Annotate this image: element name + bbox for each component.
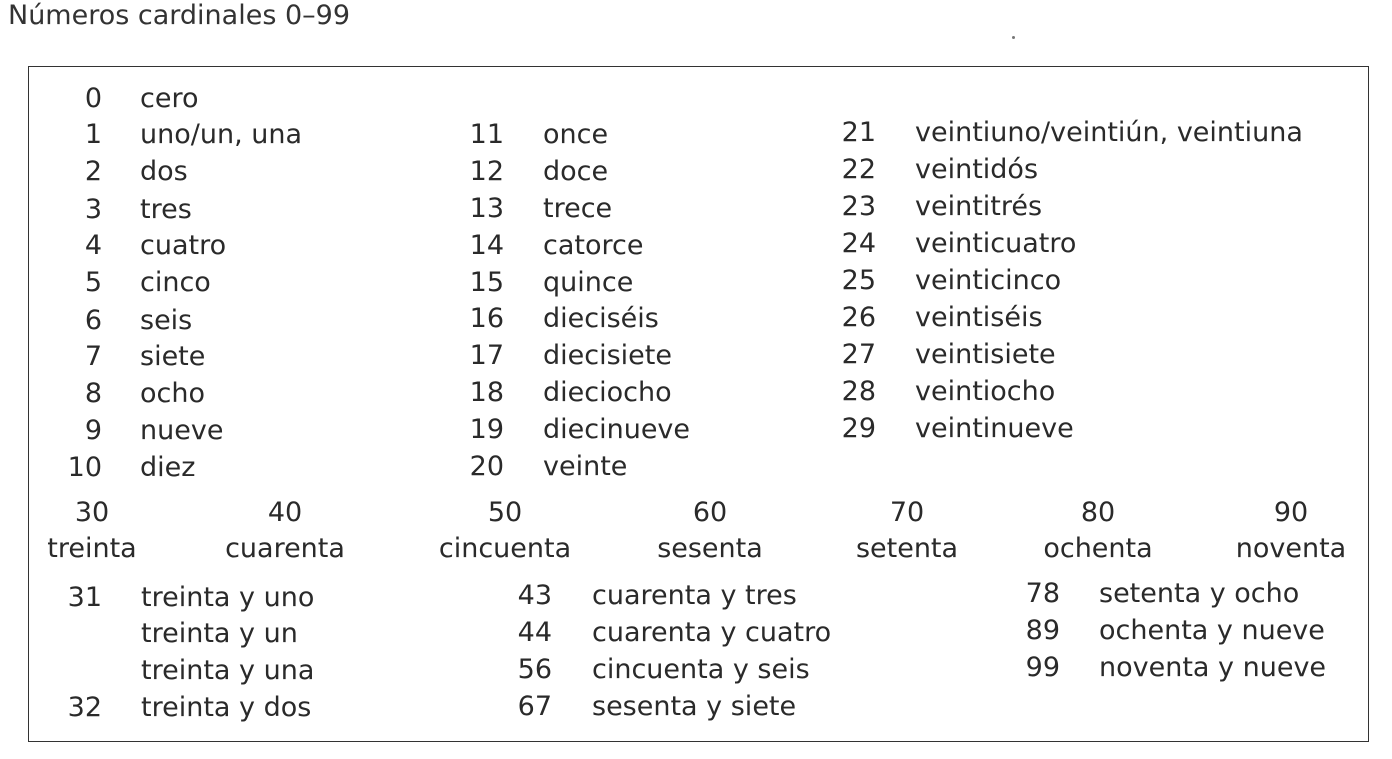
number-word: cero: [140, 83, 199, 114]
example-word: ochenta y nueve: [1099, 615, 1325, 646]
tens-word: treinta: [47, 533, 137, 564]
number-digit: 4: [84, 230, 102, 261]
example-word: setenta y ocho: [1099, 578, 1300, 609]
number-word: diecinueve: [543, 414, 691, 445]
number-digit: 10: [67, 452, 102, 483]
number-digit: 0: [84, 83, 102, 114]
number-digit: 29: [841, 413, 876, 444]
example-word: treinta y dos: [141, 692, 312, 723]
number-digit: 11: [469, 119, 504, 150]
number-word: cuatro: [140, 230, 227, 261]
example-word: sesenta y siete: [592, 691, 797, 722]
number-digit: 8: [84, 378, 102, 409]
example-digit: 67: [517, 691, 552, 722]
number-digit: 15: [469, 267, 504, 298]
tens-digit: 50: [487, 497, 523, 528]
number-digit: 21: [841, 117, 876, 148]
number-word: diecisiete: [543, 340, 672, 371]
number-word: dieciocho: [543, 377, 672, 408]
example-word: cincuenta y seis: [592, 654, 810, 685]
number-digit: 12: [469, 156, 504, 187]
example-word: noventa y nueve: [1099, 652, 1327, 683]
number-word: catorce: [543, 230, 644, 261]
number-digit: 17: [469, 340, 504, 371]
tens-word: cuarenta: [225, 533, 345, 564]
number-digit: 3: [84, 194, 102, 225]
number-digit: 2: [84, 156, 102, 187]
number-word: veintinueve: [915, 413, 1074, 444]
page-title: Números cardinales 0–99: [8, 0, 351, 31]
example-digit: 78: [1025, 578, 1060, 609]
number-word: veintiséis: [915, 302, 1043, 333]
example-word: treinta y uno: [141, 582, 315, 613]
number-digit: 22: [841, 154, 876, 185]
number-word: veintiuno/veintiún, veintiuna: [915, 117, 1303, 148]
tens-word: noventa: [1235, 533, 1347, 564]
number-digit: 20: [469, 451, 504, 482]
number-digit: 19: [469, 414, 504, 445]
number-word: tres: [140, 194, 192, 225]
number-word: trece: [543, 193, 613, 224]
number-digit: 23: [841, 191, 876, 222]
number-digit: 27: [841, 339, 876, 370]
number-word: once: [543, 119, 609, 150]
number-word: ocho: [140, 378, 205, 409]
number-word: seis: [140, 305, 193, 336]
number-word: doce: [543, 156, 609, 187]
example-digit: 43: [517, 580, 552, 611]
number-digit: 5: [84, 267, 102, 298]
tens-digit: 70: [889, 497, 925, 528]
tens-word: cincuenta: [438, 533, 572, 564]
number-word: dos: [140, 156, 188, 187]
number-word: quince: [543, 267, 634, 298]
number-word: veinticuatro: [915, 228, 1077, 259]
number-digit: 6: [84, 305, 102, 336]
example-word: cuarenta y tres: [592, 580, 797, 611]
tens-word: setenta: [855, 533, 959, 564]
tens-word: ochenta: [1043, 533, 1153, 564]
number-word: veintidós: [915, 154, 1039, 185]
number-digit: 26: [841, 302, 876, 333]
number-word: veinte: [543, 451, 628, 482]
number-digit: 28: [841, 376, 876, 407]
number-word: dieciséis: [543, 303, 659, 334]
number-word: siete: [140, 341, 206, 372]
number-digit: 16: [469, 303, 504, 334]
number-word: veintisiete: [915, 339, 1056, 370]
example-digit: 44: [517, 617, 552, 648]
example-digit: 99: [1025, 652, 1060, 683]
number-word: veinticinco: [915, 265, 1062, 296]
number-word: nueve: [140, 415, 224, 446]
example-digit: 31: [67, 582, 102, 613]
example-digit: 56: [517, 654, 552, 685]
number-digit: 1: [84, 119, 102, 150]
number-word: veintiocho: [915, 376, 1056, 407]
tens-digit: 80: [1080, 497, 1116, 528]
number-digit: 18: [469, 377, 504, 408]
scan-speck: [1012, 36, 1015, 39]
number-word: uno/un, una: [140, 119, 302, 150]
example-word: treinta y un: [141, 618, 298, 649]
tens-digit: 40: [267, 497, 303, 528]
number-digit: 25: [841, 265, 876, 296]
example-word: cuarenta y cuatro: [592, 617, 832, 648]
tens-digit: 90: [1273, 497, 1309, 528]
example-digit: 32: [67, 692, 102, 723]
example-digit: 89: [1025, 615, 1060, 646]
number-word: cinco: [140, 267, 211, 298]
number-digit: 13: [469, 193, 504, 224]
tens-digit: 30: [74, 497, 110, 528]
example-word: treinta y una: [141, 655, 315, 686]
tens-word: sesenta: [657, 533, 763, 564]
number-word: veintitrés: [915, 191, 1043, 222]
number-digit: 24: [841, 228, 876, 259]
tens-digit: 60: [692, 497, 728, 528]
number-digit: 14: [469, 230, 504, 261]
number-word: diez: [140, 452, 196, 483]
number-digit: 9: [84, 415, 102, 446]
number-digit: 7: [84, 341, 102, 372]
